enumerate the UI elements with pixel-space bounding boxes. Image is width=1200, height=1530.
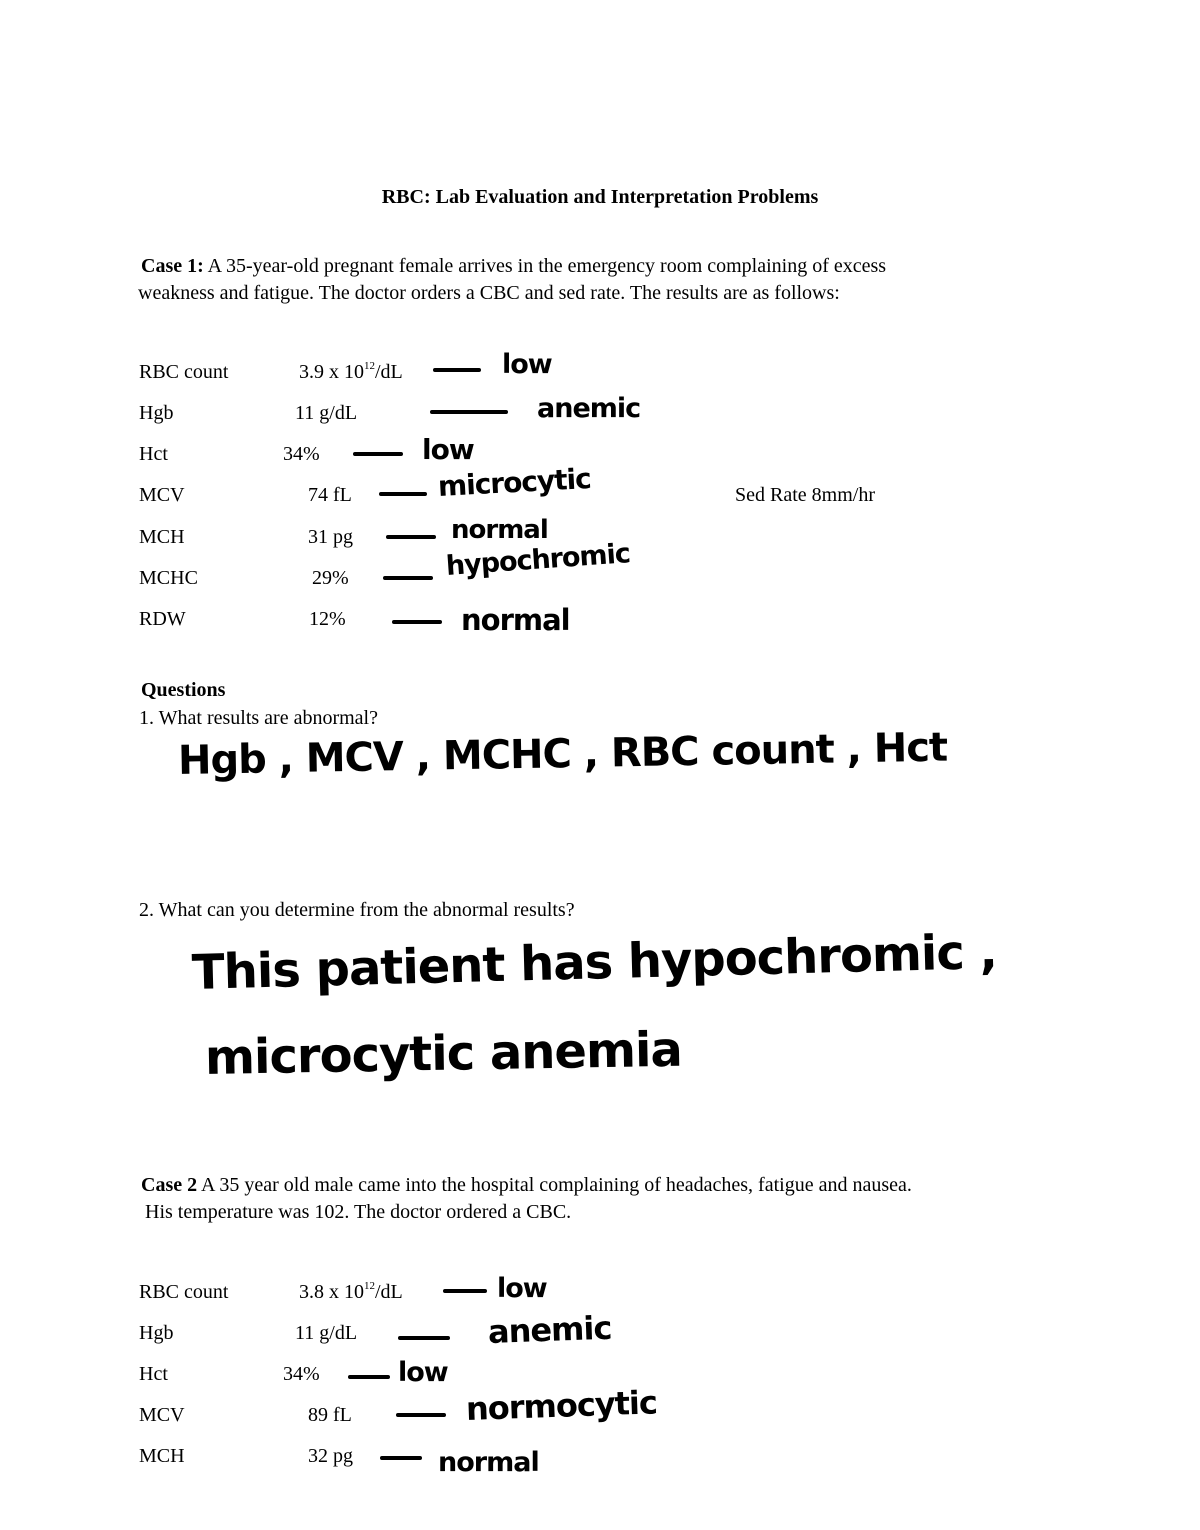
case2-result-name: RBC count <box>139 1281 229 1303</box>
case1-result-name: MCH <box>139 526 185 548</box>
annotation-dash <box>398 1336 450 1340</box>
case2-intro-line2: His temperature was 102. The doctor ordered a CBC. <box>145 1201 572 1223</box>
case2-result-name: Hgb <box>139 1322 174 1344</box>
handwritten-note: normal <box>461 603 570 637</box>
annotation-dash <box>430 410 508 414</box>
handwritten-note: low <box>497 1273 547 1304</box>
handwritten-answer-2-line1: This patient has hypochromic , <box>191 923 998 1001</box>
case2-result-name: MCH <box>139 1445 185 1467</box>
case2-label: Case 2 <box>141 1174 198 1196</box>
case2-result-value: 3.8 x $10^{12}/dL$ <box>299 1280 403 1303</box>
questions-heading: Questions <box>141 679 226 701</box>
case1-intro-line2: weakness and fatigue. The doctor orders a CBC and sed rate. The results are as follows: <box>138 282 840 304</box>
annotation-dash <box>443 1289 487 1293</box>
case1-result-name: RDW <box>139 608 186 630</box>
case1-result-value: 11 g/dL <box>295 402 358 424</box>
handwritten-note: hypochromic <box>444 538 631 582</box>
annotation-dash <box>392 620 442 624</box>
annotation-dash <box>353 452 403 456</box>
handwritten-note: normal <box>451 515 548 545</box>
handwritten-note: normal <box>438 1447 539 1478</box>
case2-result-value: 32 pg <box>308 1445 353 1467</box>
annotation-dash <box>380 1456 422 1460</box>
handwritten-answer-2-line2: microcytic anemia <box>204 1021 683 1086</box>
sed-rate: Sed Rate 8mm/hr <box>735 484 875 506</box>
case2-result-value: 34% <box>283 1363 320 1385</box>
handwritten-answer-1: Hgb , MCV , MCHC , RBC count , Hct <box>177 724 948 784</box>
handwritten-note: low <box>502 349 552 380</box>
annotation-dash <box>433 368 481 372</box>
annotation-dash <box>383 576 433 580</box>
question-1: 1. What results are abnormal? <box>139 707 378 729</box>
case1-result-value: 3.9 x $10^{12}/dL$ <box>299 360 403 383</box>
case2-result-name: Hct <box>139 1363 168 1385</box>
case1-result-name: RBC count <box>139 361 229 383</box>
handwritten-note: microcytic <box>437 462 592 503</box>
case1-result-value: 74 fL <box>308 484 352 506</box>
page-title: RBC: Lab Evaluation and Interpretation Problems <box>381 186 819 208</box>
case1-result-name: Hgb <box>139 402 174 424</box>
annotation-dash <box>396 1413 446 1417</box>
case1-result-name: MCHC <box>139 567 198 589</box>
handwritten-note: low <box>422 433 474 466</box>
case1-intro-line1: Case 1: A 35-year-old pregnant female arrives in the emergency room complaining of excess <box>141 255 887 277</box>
question-2: 2. What can you determine from the abnormal results? <box>139 899 575 921</box>
case2-result-name: MCV <box>139 1404 185 1426</box>
case1-result-name: MCV <box>139 484 185 506</box>
annotation-dash <box>386 535 436 539</box>
case2-result-value: 89 fL <box>308 1404 352 1426</box>
case2-intro-line1: Case 2 A 35 year old male came into the hospital complaining of headaches, fatigue and nausea. <box>141 1174 912 1196</box>
case1-result-name: Hct <box>139 443 168 465</box>
case1-result-value: 12% <box>309 608 346 630</box>
case1-label: Case 1: <box>141 255 204 277</box>
handwritten-note: anemic <box>487 1308 612 1351</box>
case1-result-value: 29% <box>312 567 349 589</box>
handwritten-note: low <box>398 1357 448 1388</box>
annotation-dash <box>379 492 427 496</box>
handwritten-note: anemic <box>537 393 641 424</box>
case1-result-value: 31 pg <box>308 526 353 548</box>
annotation-dash <box>348 1375 390 1379</box>
case2-result-value: 11 g/dL <box>295 1322 358 1344</box>
case1-result-value: 34% <box>283 443 320 465</box>
handwritten-note: normocytic <box>465 1383 658 1428</box>
